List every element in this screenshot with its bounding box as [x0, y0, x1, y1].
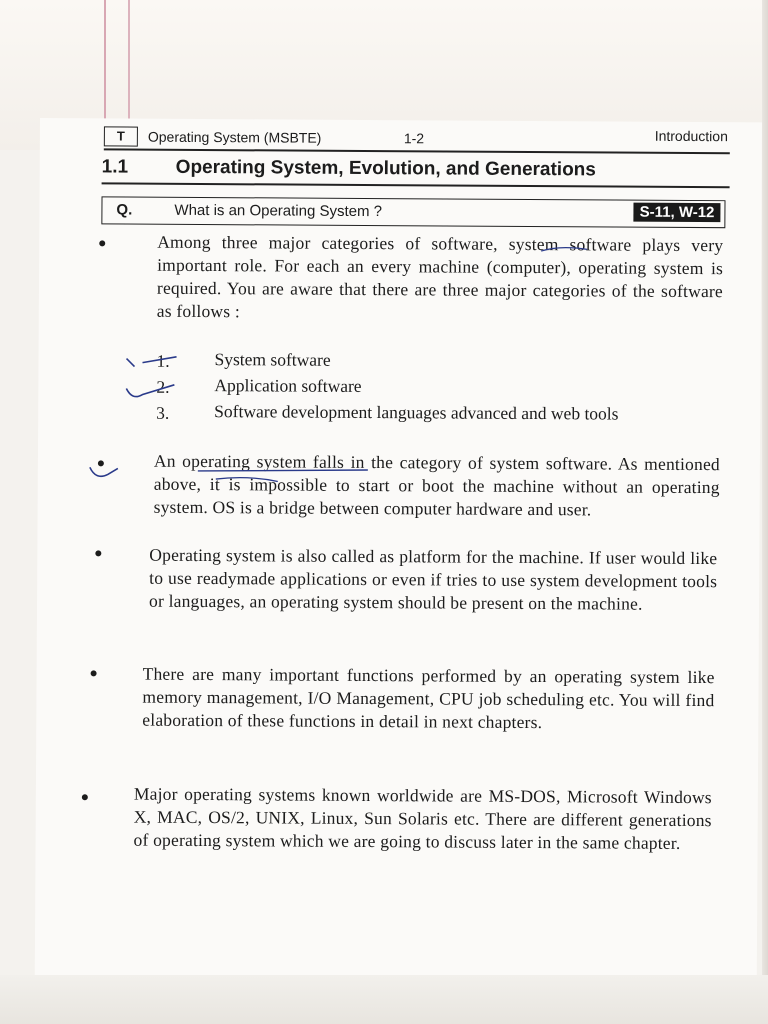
section-title: Operating System, Evolution, and Generations	[175, 156, 596, 181]
publisher-logo-icon: T	[104, 126, 138, 146]
page-number: 1-2	[403, 130, 425, 147]
paragraph-5: Major operating systems known worldwide are MS-DOS, Microsoft Windows X, MAC, OS/2, UNIX, Linux, Sun Solaris etc. There are different generations of operating system which we are going to discuss later in the same chapter.	[133, 783, 712, 853]
list-item-application-software: Application software	[214, 375, 362, 396]
paragraph-3: Operating system is also called as platform for the machine. If user would like to use readymade applications or even if tries to use system development tools or languages, an operating system should be present on the machine.	[148, 544, 718, 614]
bullet-icon	[82, 794, 88, 800]
question-text: What is an Operating System ?	[174, 201, 383, 221]
paragraph-4: There are many important functions performed by an operating system like memory management, I/O Management, CPU job scheduling etc. You will find elaboration of these functions in detail in next chapters.	[142, 663, 715, 733]
book-title: Operating System (MSBTE)	[147, 128, 322, 146]
list-item-dev-languages: Software development languages advanced and web tools	[214, 401, 619, 424]
list-number: 2.	[156, 376, 170, 397]
question-label: Q.	[116, 201, 133, 219]
desk-background	[0, 975, 768, 1024]
question-box	[101, 196, 725, 228]
page-edge	[762, 0, 768, 1024]
paragraph-1: Among three major categories of software, system software plays very important role. For each an every machine (computer), operating system is required. You are aware that there are three major categories of the software as follows :	[156, 231, 724, 322]
section-number: 1.1	[101, 156, 129, 178]
list-number: 3.	[156, 402, 170, 423]
chapter-name: Introduction	[654, 127, 728, 145]
tick-mark-icon	[126, 359, 134, 367]
exam-tag-badge: S-11, W-12	[634, 203, 721, 223]
paragraph-2: An operating system falls in the category of system software. As mentioned above, it is impossible to start or boot the machine without an operating system. OS is a bridge between computer hardware and user.	[153, 450, 720, 520]
bullet-icon	[99, 240, 105, 246]
bullet-icon	[98, 460, 104, 466]
section-rule	[102, 182, 730, 187]
list-item-system-software: System software	[214, 349, 331, 370]
bullet-icon	[91, 670, 97, 676]
bullet-icon	[95, 550, 101, 556]
book-page	[35, 118, 762, 1002]
tick-mark-icon	[90, 467, 118, 476]
list-number: 1.	[156, 350, 170, 371]
